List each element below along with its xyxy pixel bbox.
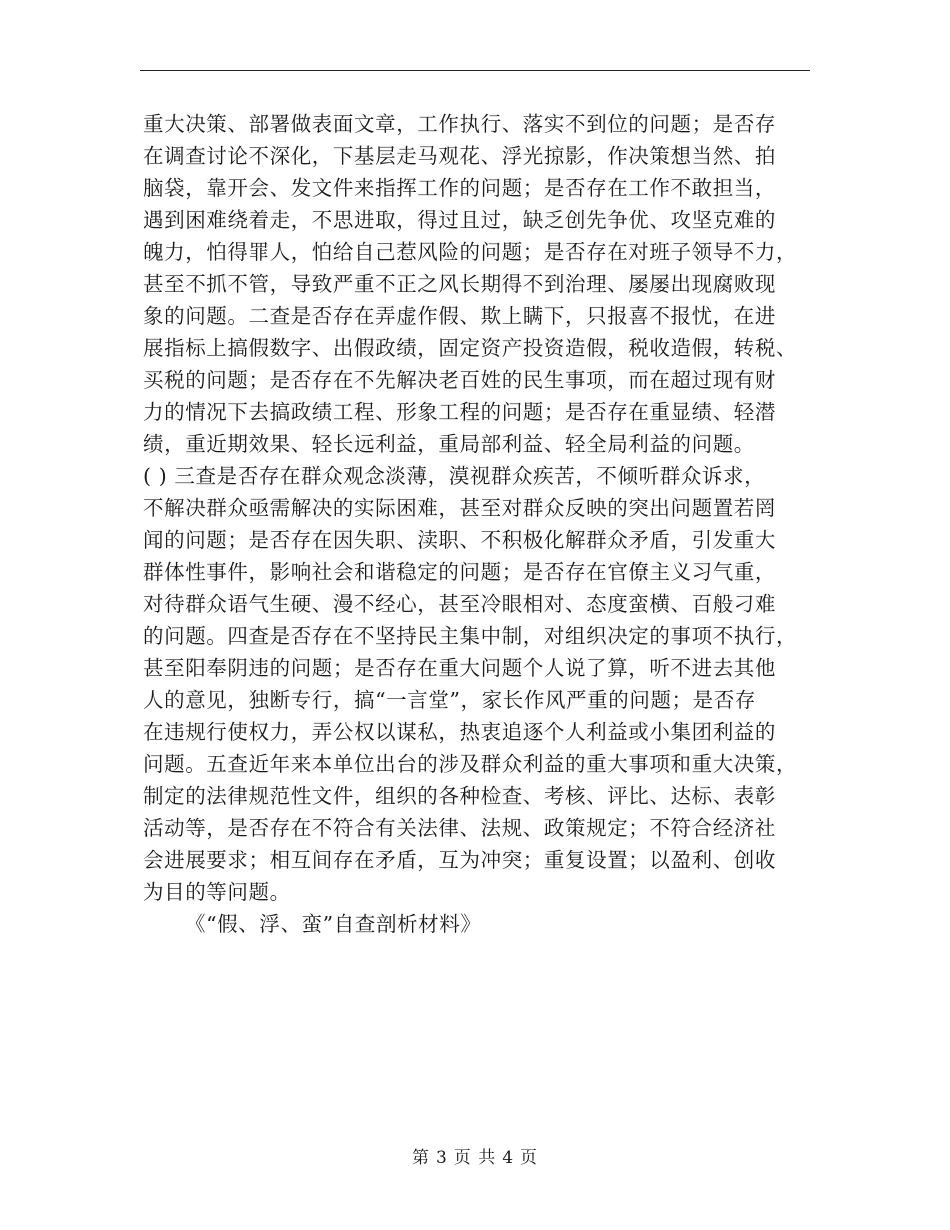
total-page-count: 4 bbox=[502, 1148, 515, 1168]
footer-suffix: 页 bbox=[520, 1148, 539, 1168]
text-line: 群体性事件，影响社会和谐稳定的问题；是否存在官僚主义习气重， bbox=[143, 560, 776, 584]
text-line: 人的意见，独断专行，搞“一言堂”，家长作风严重的问题；是否存 bbox=[143, 688, 756, 712]
text-line: 问题。五查近年来本单位出台的涉及群众利益的重大事项和重大决策， bbox=[143, 752, 798, 776]
text-line: 魄力，怕得罪人，怕给自己惹风险的问题；是否存在对班子领导不力， bbox=[143, 240, 798, 264]
text-line: 制定的法律规范性文件，组织的各种检查、考核、评比、达标、表彰 bbox=[143, 784, 776, 808]
text-line: 脑袋，靠开会、发文件来指挥工作的问题；是否存在工作不敢担当， bbox=[143, 176, 776, 200]
text-line: 在调查讨论不深化，下基层走马观花、浮光掠影，作决策想当然、拍 bbox=[143, 144, 776, 168]
text-line: 对待群众语气生硬、漫不经心，甚至冷眼相对、态度蛮横、百般刁难 bbox=[143, 592, 776, 616]
text-line: 力的情况下去搞政绩工程、形象工程的问题；是否存在重显绩、轻潜 bbox=[143, 400, 776, 424]
text-line: 绩，重近期效果、轻长远利益，重局部利益、轻全局利益的问题。 bbox=[143, 432, 755, 456]
page-footer bbox=[0, 1146, 950, 1170]
text-line: 买税的问题；是否存在不先解决老百姓的民生事项，而在超过现有财 bbox=[143, 368, 776, 392]
text-line: 不解决群众亟需解决的实际困难，甚至对群众反映的突出问题置若罔 bbox=[143, 496, 776, 520]
text-line: 展指标上搞假数字、出假政绩，固定资产投资造假，税收造假，转税、 bbox=[143, 336, 798, 360]
text-line: 象的问题。二查是否存在弄虚作假、欺上瞒下，只报喜不报忧，在进 bbox=[143, 304, 776, 328]
text-line: 甚至不抓不管，导致严重不正之风长期得不到治理、屡屡出现腐败现 bbox=[143, 272, 776, 296]
text-line: 会进展要求；相互间存在矛盾，互为冲突；重复设置；以盈利、创收 bbox=[143, 848, 776, 872]
text-line: 闻的问题；是否存在因失职、渎职、不积极化解群众矛盾，引发重大 bbox=[143, 528, 776, 552]
text-line: 甚至阳奉阴违的问题；是否存在重大问题个人说了算，听不进去其他 bbox=[143, 656, 776, 680]
footer-middle: 页 共 bbox=[453, 1148, 497, 1168]
document-title-caption: 《“假、浮、蛮”自查剖析材料》 bbox=[185, 912, 482, 936]
text-line: 的问题。四查是否存在不坚持民主集中制，对组织决定的事项不执行， bbox=[143, 624, 798, 648]
text-line: 活动等，是否存在不符合有关法律、法规、政策规定；不符合经济社 bbox=[143, 816, 776, 840]
text-line: 遇到困难绕着走，不思进取，得过且过，缺乏创先争优、攻坚克难的 bbox=[143, 208, 776, 232]
body-text bbox=[143, 108, 815, 940]
footer-prefix: 第 bbox=[411, 1148, 430, 1168]
text-line: 在违规行使权力，弄公权以谋私，热衷追逐个人利益或小集团利益的 bbox=[143, 720, 776, 744]
text-line: ( ) 三查是否存在群众观念淡薄，漠视群众疾苦，不倾听群众诉求， bbox=[143, 464, 766, 488]
header-rule bbox=[140, 70, 810, 71]
current-page-number: 3 bbox=[435, 1148, 448, 1168]
text-line: 为目的等问题。 bbox=[143, 880, 291, 904]
text-line: 重大决策、部署做表面文章，工作执行、落实不到位的问题；是否存 bbox=[143, 112, 776, 136]
